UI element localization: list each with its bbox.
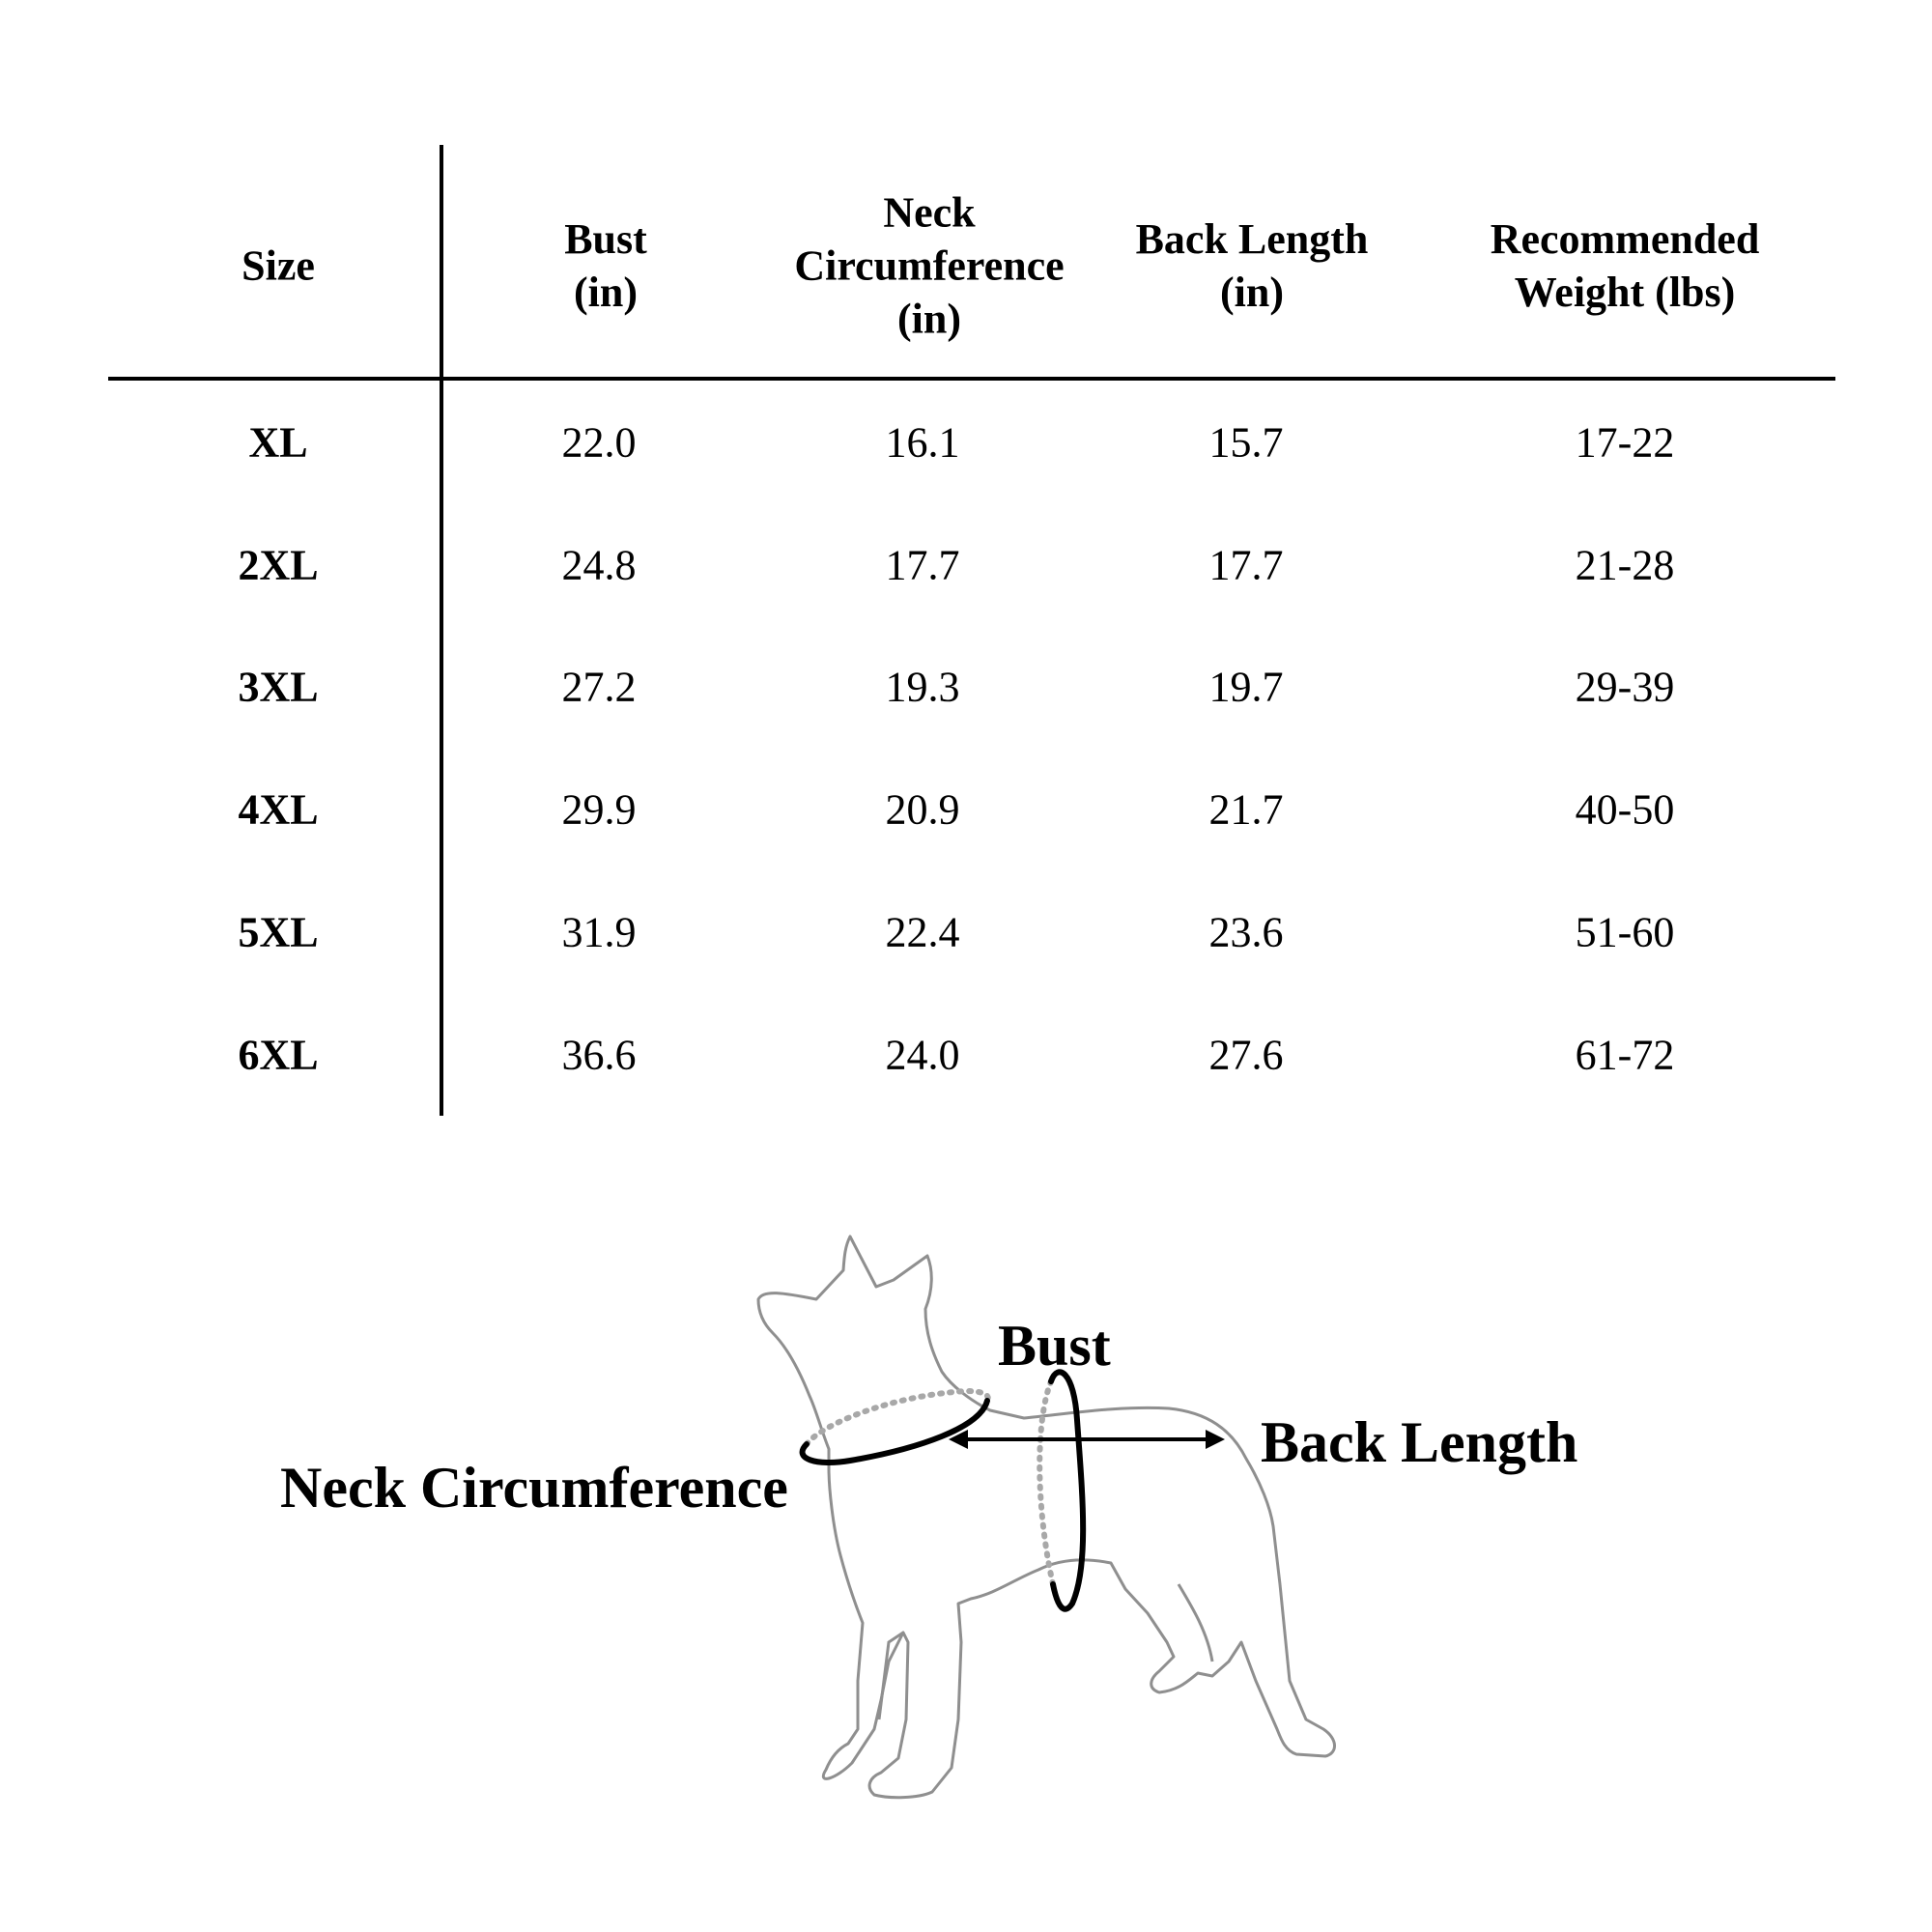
back-length-label: Back Length xyxy=(1261,1410,1578,1474)
row-bust: 27.2 xyxy=(561,663,637,711)
header-neck-line-2: Circumference xyxy=(794,242,1065,290)
row-weight: 21-28 xyxy=(1575,541,1675,589)
header-back-length xyxy=(1136,213,1369,319)
header-neck xyxy=(794,186,1064,346)
row-bust: 29.9 xyxy=(561,785,637,834)
row-size: 3XL xyxy=(238,663,319,711)
dog-far-rear-leg xyxy=(1179,1584,1212,1662)
header-neck-line-1: Neck xyxy=(883,188,976,237)
row-neck: 24.0 xyxy=(885,1031,960,1079)
dog-illustration xyxy=(0,1121,1932,1932)
row-back-length: 17.7 xyxy=(1208,541,1284,589)
column-divider xyxy=(440,145,443,1116)
row-bust: 22.0 xyxy=(561,418,637,467)
row-neck: 19.3 xyxy=(885,663,960,711)
header-bust-line-1: Bust xyxy=(564,215,647,263)
row-weight: 61-72 xyxy=(1575,1031,1675,1079)
header-weight xyxy=(1491,213,1760,319)
neck-circumference-label: Neck Circumference xyxy=(280,1456,788,1520)
row-bust: 36.6 xyxy=(561,1031,637,1079)
row-bust: 31.9 xyxy=(561,908,637,956)
bust-ring-front xyxy=(1051,1372,1083,1608)
row-size: XL xyxy=(248,418,308,467)
row-size: 6XL xyxy=(238,1031,319,1079)
header-back-length-line-2: (in) xyxy=(1219,269,1284,316)
row-size: 4XL xyxy=(238,785,319,834)
row-weight: 17-22 xyxy=(1575,418,1675,467)
row-weight: 29-39 xyxy=(1575,663,1675,711)
row-neck: 22.4 xyxy=(885,908,960,956)
row-back-length: 23.6 xyxy=(1208,908,1284,956)
row-back-length: 27.6 xyxy=(1208,1031,1284,1079)
row-back-length: 15.7 xyxy=(1208,418,1284,467)
header-divider xyxy=(108,377,1835,381)
header-weight-line-2: Weight (lbs) xyxy=(1514,269,1736,316)
bust-label: Bust xyxy=(998,1314,1111,1378)
back-length-arrowhead-right xyxy=(1206,1430,1225,1449)
bust-ring-back xyxy=(1039,1381,1053,1584)
header-back-length-line-1: Back Length xyxy=(1135,215,1369,263)
row-weight: 51-60 xyxy=(1575,908,1675,956)
row-size: 5XL xyxy=(238,908,319,956)
header-weight-line-1: Recommended xyxy=(1490,215,1760,263)
row-back-length: 19.7 xyxy=(1208,663,1284,711)
measurement-diagram xyxy=(0,1121,1932,1932)
header-bust-line-2: (in) xyxy=(574,269,638,316)
header-bust xyxy=(564,213,647,319)
row-back-length: 21.7 xyxy=(1208,785,1284,834)
header-size xyxy=(242,240,315,293)
row-neck: 20.9 xyxy=(885,785,960,834)
header-size-line-1: Size xyxy=(242,242,315,290)
row-bust: 24.8 xyxy=(561,541,637,589)
row-neck: 16.1 xyxy=(885,418,960,467)
dog-far-leg xyxy=(879,1633,903,1719)
row-size: 2XL xyxy=(238,541,319,589)
header-neck-line-3: (in) xyxy=(897,295,961,343)
row-neck: 17.7 xyxy=(885,541,960,589)
row-weight: 40-50 xyxy=(1575,785,1675,834)
